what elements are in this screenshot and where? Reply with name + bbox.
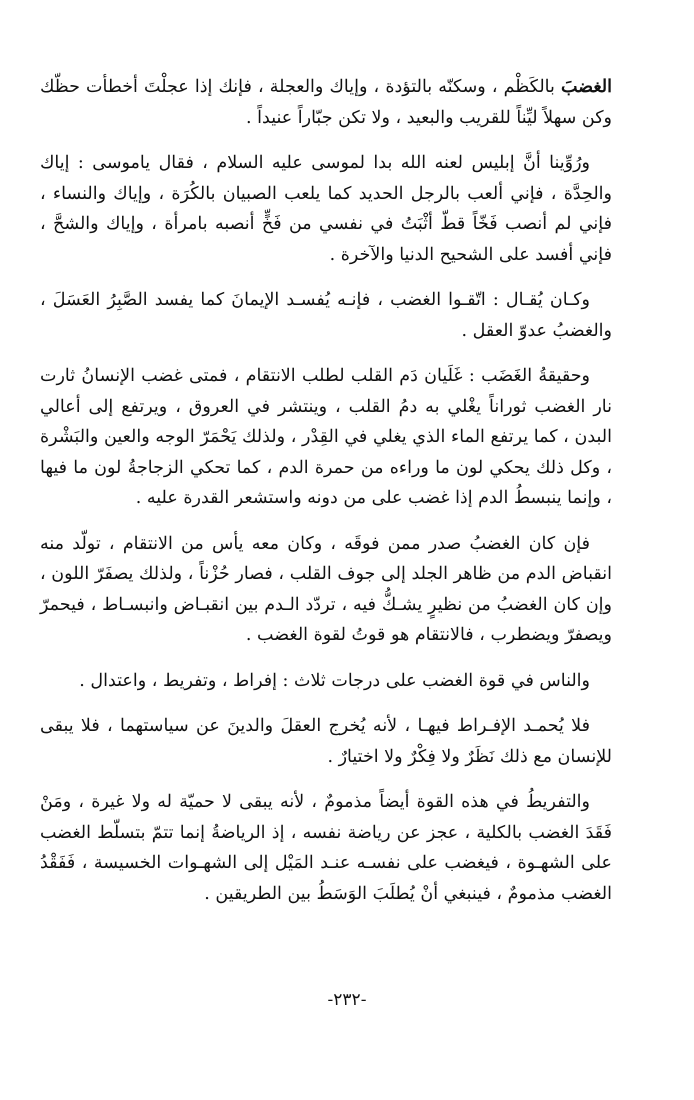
paragraph-5-text: فإن كان الغضبُ صدر ممن فوقَه ، وكان معه يأس من الانتقام ، تولّد منه انقباض الدم من ظاهر الجلد إلى جوف القلب ، فصار حُزْناً ، ولذلك يصفَرّ اللون ، وإن كان الغضبُ من نظيرٍ يشـكُّ فيه ، تردّد الـدم بين انقبـاض وانبسـاط ، فيحمرّ ويصفرّ ويضطرب ، فالانتقام هو قوتُ لقوة الغضب .	[40, 533, 612, 645]
paragraph-1-text: بالكَظْم ، وسكنّه بالتؤدة ، وإياك والعجلة ، فإنك إذا عجلْتَ أخطأت حظّك وكن سهلاً ليِّناً للقريب والبعيد ، ولا تكن جبّاراً عنيداً .	[40, 77, 612, 128]
paragraph-2-text: ورُوِّينا أنَّ إبليس لعنه الله بدا لموسى عليه السلام ، فقال ياموسى : إياك والحِدَّة ، فإني ألعب بالرجل الحديد كما يلعب الصبيان بالكُرَة ، وإياك والنساء ، فإني لم أنصب فَخّاً قطّ أثْبَتُ في نفسي من فَخٍّ أنصبه بامرأة ، وإياك والشحَّ ، فإني أفسد على الشحيح الدنيا والآخرة .	[40, 153, 612, 265]
paragraph-1-lead: الغضبَ	[561, 77, 612, 97]
page-body	[40, 72, 612, 924]
paragraph-4-text: وحقيقةُ الغَضَب : غَلَيان دَم القلب لطلب الانتقام ، فمتى غضب الإنسانُ ثارت نار الغضب ثوراناً يغْلي به دمُ القلب ، وينتشر في العروق ، ويرتفع إلى أعالي البدن ، كما يرتفع الماء الذي يغلي في القِدْر ، ولذلك يَحْمَرّ الوجه والعين والبَشْرة ، وكل ذلك يحكي لون ما وراءه من حمرة الدم ، كما تحكي الزجاجةُ لون ما فيها ، وإنما ينبسطُ الدم إذا غضب على من دونه واستشعر القدرة عليه .	[40, 366, 612, 508]
page-number: -٢٣٢-	[327, 990, 367, 1010]
paragraph-7-text: فلا يُحمـد الإفـراط فيهـا ، لأنه يُخرج العقلَ والدينَ عن سياستهما ، فلا يبقى للإنسان مع ذلك نَظَرٌ ولا فِكْرٌ ولا اختيارٌ .	[40, 716, 612, 767]
paragraph-2	[40, 148, 612, 270]
paragraph-7	[40, 711, 612, 772]
paragraph-4	[40, 361, 612, 514]
paragraph-1	[40, 72, 612, 133]
paragraph-6-text: والناس في قوة الغضب على درجات ثلاث : إفراط ، وتفريط ، واعتدال .	[79, 670, 590, 691]
paragraph-5	[40, 529, 612, 651]
paragraph-8-text: والتفريطُ في هذه القوة أيضاً مذمومٌ ، لأنه يبقى لا حميّة له ولا غيرة ، ومَنْ فَقَدَ الغضب بالكلية ، عجز عن رياضة نفسه ، إذ الرياضةُ إنما تتمّ بتسلّط الغضب على الشهـوة ، فيغضب على نفسـه عنـد المَيْل إلى الشهـوات الخسيسة ، فَفَقْدُ الغضب مذمومٌ ، فينبغي أنْ يُطلَبَ الوَسَطُ بين الطريقين .	[40, 792, 612, 904]
paragraph-3-text: وكـان يُقـال : اتّقـوا الغضب ، فإنـه يُفسـد الإيمانَ كما يفسد الصَّبِرُ العَسَلَ ، والغضبُ عدوّ العقل .	[40, 290, 612, 341]
paragraph-6	[40, 666, 612, 697]
paragraph-8	[40, 787, 612, 909]
paragraph-3	[40, 285, 612, 346]
